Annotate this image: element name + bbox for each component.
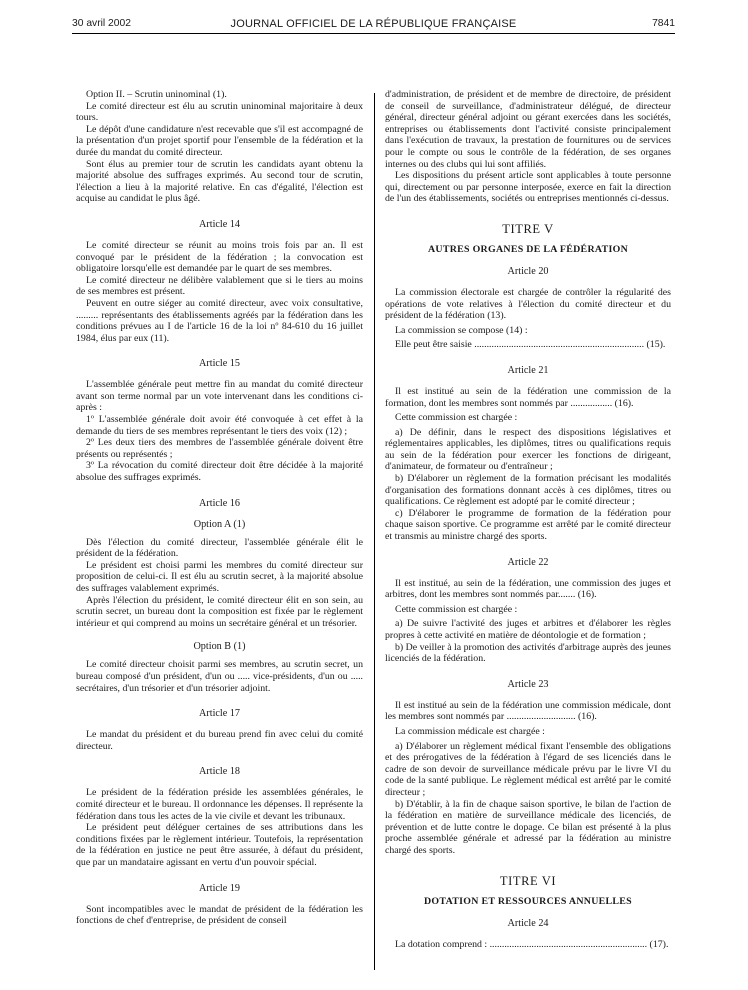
paragraph: La commission électorale est chargée de contrôler la régularité des opérations de vote relatives à l'élection du comité directeur et du président de la fédération (13).	[385, 286, 671, 322]
paragraph: Sont élus au premier tour de scrutin les candidats ayant obtenu la majorité absolue des suffrages exprimés. Au second tour de scrutin, l'élection a lieu à la majorité relative. En cas d'égalité, l'élection est acquise au candidat le plus âgé.	[76, 158, 363, 205]
titre-vi-subtitle: DOTATION ET RESSOURCES ANNUELLES	[424, 895, 632, 907]
right-column	[385, 89, 671, 950]
paragraph: Le président est choisi parmi les membres du comité directeur sur proposition de celui-ci. Il est élu au scrutin secret, à la majorité absolue des suffrages valablement exprimés.	[76, 559, 363, 594]
paragraph: Peuvent en outre siéger au comité directeur, avec voix consultative, ......... représentants des établissements agréés par la fédération dans les conditions prévues au I de l'article 16 de la loi nº 84-610 du 16 juillet 1984, élus par eux (11).	[76, 297, 363, 344]
paragraph: La commission se compose (14) :	[395, 324, 528, 336]
paragraph: Le comité directeur choisit parmi ses membres, au scrutin secret, un bureau composé d'un président, d'un ou ..... vice-présidents, d'un ou ..... secrétaires, d'un trésorier et d'un trésorier adjoint.	[76, 659, 363, 694]
left-column	[76, 89, 363, 927]
paragraph: Cette commission est chargée :	[395, 412, 518, 424]
article-14-heading: Article 14	[198, 218, 241, 230]
paragraph: b) De veiller à la promotion des activités d'arbitrage auprès des jeunes licenciés de la fédération.	[385, 641, 671, 665]
paragraph: d'administration, de président et de membre de directoire, de président de conseil de surveillance, d'administrateur délégué, de directeur général, directeur général adjoint ou gérant exercées dans les sociétés, entreprises ou établissements dont l'activité consiste principalement dans l'exécution de travaux, la prestation de fournitures ou de services pour le compte ou sous le contrôle de la fédération, de ses organes internes ou des clubs qui lui sont affiliés.	[385, 89, 671, 170]
article-19-heading: Article 19	[198, 882, 241, 894]
paragraph: b) D'établir, à la fin de chaque saison sportive, le bilan de l'action de la fédération en matière de surveillance médicale des licenciés, de prévention et de lutte contre le dopage. Ce bilan est présenté à la plus proche assemblée générale et adressé par la fédération au ministre chargé des sports.	[385, 798, 671, 856]
column-divider	[374, 93, 375, 970]
titre-v-heading: TITRE V	[502, 221, 554, 236]
paragraph: La dotation comprend : ................................................................ (17).	[395, 938, 669, 950]
paragraph: Sont incompatibles avec le mandat de président de la fédération les fonctions de chef d'entreprise, de président de conseil	[76, 903, 363, 927]
article-15-heading: Article 15	[198, 358, 241, 370]
paragraph: Dès l'élection du comité directeur, l'assemblée générale élit le président de la fédération.	[76, 536, 363, 560]
paragraph: La commission médicale est chargée :	[395, 725, 545, 737]
paragraph: Le comité directeur se réunit au moins trois fois par an. Il est convoqué par le président de la fédération ; la convocation est obligatoire lorsqu'elle est demandée par le quart de ses membres.	[76, 239, 363, 275]
header-rule	[72, 33, 675, 34]
journal-title: JOURNAL OFFICIEL DE LA RÉPUBLIQUE FRANÇAISE	[230, 18, 517, 30]
option-a-heading: Option A (1)	[193, 518, 246, 530]
publication-date: 30 avril 2002	[72, 18, 131, 29]
paragraph: Elle peut être saisie ..................................................................... (15).	[395, 339, 666, 351]
paragraph: Cette commission est chargée :	[395, 603, 518, 615]
article-24-heading: Article 24	[507, 917, 549, 929]
article-17-heading: Article 17	[198, 708, 241, 720]
paragraph: Il est institué, au sein de la fédération, une commission des juges et arbitres, dont les membres sont nommés par....... (16).	[385, 577, 671, 601]
paragraph: Le dépôt d'une candidature n'est recevable que s'il est accompagné de la présentation d'un projet sportif pour l'ensemble de la fédération et la durée du mandat du comité directeur.	[76, 123, 363, 158]
paragraph: Le comité directeur ne délibère valablement que si le tiers au moins de ses membres est présent.	[76, 274, 363, 298]
paragraph: Il est institué au sein de la fédération une commission médicale, dont les membres sont nommés par ............................ (16).	[385, 699, 671, 723]
article-23-heading: Article 23	[507, 678, 549, 690]
titre-v-subtitle: AUTRES ORGANES DE LA FÉDÉRATION	[427, 243, 629, 255]
page-number: 7841	[652, 18, 675, 29]
option-ii-heading: Option II. – Scrutin uninominal (1).	[86, 89, 227, 100]
option-b-heading: Option B (1)	[193, 641, 246, 653]
paragraph: Les dispositions du présent article sont applicables à toute personne qui, directement ou par personne interposée, exerce en fait la direction de l'un des établissements, sociétés ou entreprises mentionnés ci-dessus.	[385, 170, 671, 205]
paragraph: b) D'élaborer un règlement de la formation précisant les modalités d'organisation des formations donnant accès à ces diplômes, titres ou qualifications. Ce règlement est adopté par le comité directeur ;	[385, 473, 671, 508]
article-16-heading: Article 16	[198, 497, 241, 509]
paragraph: Le mandat du président et du bureau prend fin avec celui du comité directeur.	[76, 729, 363, 752]
titre-vi-heading: TITRE VI	[499, 873, 557, 888]
paragraph: 3º La révocation du comité directeur doit être décidée à la majorité absolue des suffrages exprimés.	[76, 460, 363, 484]
paragraph: Le président peut déléguer certaines de ses attributions dans les conditions fixées par le règlement intérieur. Toutefois, la représentation de la fédération en justice ne peut être assurée, à défaut du président, que par un mandataire agissant en vertu d'un pouvoir spécial.	[76, 822, 363, 868]
paragraph: a) De suivre l'activité des juges et arbitres et d'élaborer les règles propres à cette activité en matière de déontologie et de formation ;	[385, 618, 671, 641]
article-20-heading: Article 20	[507, 265, 549, 277]
paragraph: Il est institué au sein de la fédération une commission de la formation, dont les membres sont nommés par ................. (16).	[385, 385, 671, 409]
paragraph: 2º Les deux tiers des membres de l'assemblée générale doivent être présents ou représentés ;	[76, 437, 363, 460]
paragraph: 1º L'assemblée générale doit avoir été convoquée à cet effet à la demande du tiers de ses membres représentant le tiers des voix (12) ;	[76, 414, 363, 437]
paragraph: Après l'élection du président, le comité directeur élit en son sein, au scrutin secret, un bureau dont la composition est fixée par le règlement intérieur et qui comprend au moins un secrétaire général et un trésorier.	[76, 594, 363, 629]
paragraph: c) D'élaborer le programme de formation de la fédération pour chaque saison sportive. Ce programme est arrêté par le comité directeur et transmis au ministre chargé des sports.	[385, 507, 671, 543]
paragraph: a) D'élaborer un règlement médical fixant l'ensemble des obligations et des prérogatives de la fédération à l'égard de ses licenciés dans le cadre de son devoir de surveillance médicale prévu par le livre VI du code de la santé publique. Le règlement médical est arrêté par le comité directeur ;	[385, 740, 671, 798]
article-21-heading: Article 21	[507, 364, 549, 376]
paragraph: L'assemblée générale peut mettre fin au mandat du comité directeur avant son terme normal par un vote intervenant dans les conditions ci-après :	[76, 379, 363, 414]
paragraph: a) De définir, dans le respect des dispositions législatives et réglementaires applicables, les diplômes, titres ou qualifications requis au sein de la fédération pour exercer les fonctions de dirigeant, d'animateur, de formateur ou d'entraîneur ;	[385, 426, 671, 473]
paragraph: Le président de la fédération préside les assemblées générales, le comité directeur et le bureau. Il ordonnance les dépenses. Il représente la fédération dans tous les actes de la vie civile et devant les tribunaux.	[76, 787, 363, 822]
article-18-heading: Article 18	[198, 766, 241, 778]
paragraph: Le comité directeur est élu au scrutin uninominal majoritaire à deux tours.	[76, 100, 363, 124]
page-header	[72, 16, 675, 32]
article-22-heading: Article 22	[507, 556, 549, 568]
